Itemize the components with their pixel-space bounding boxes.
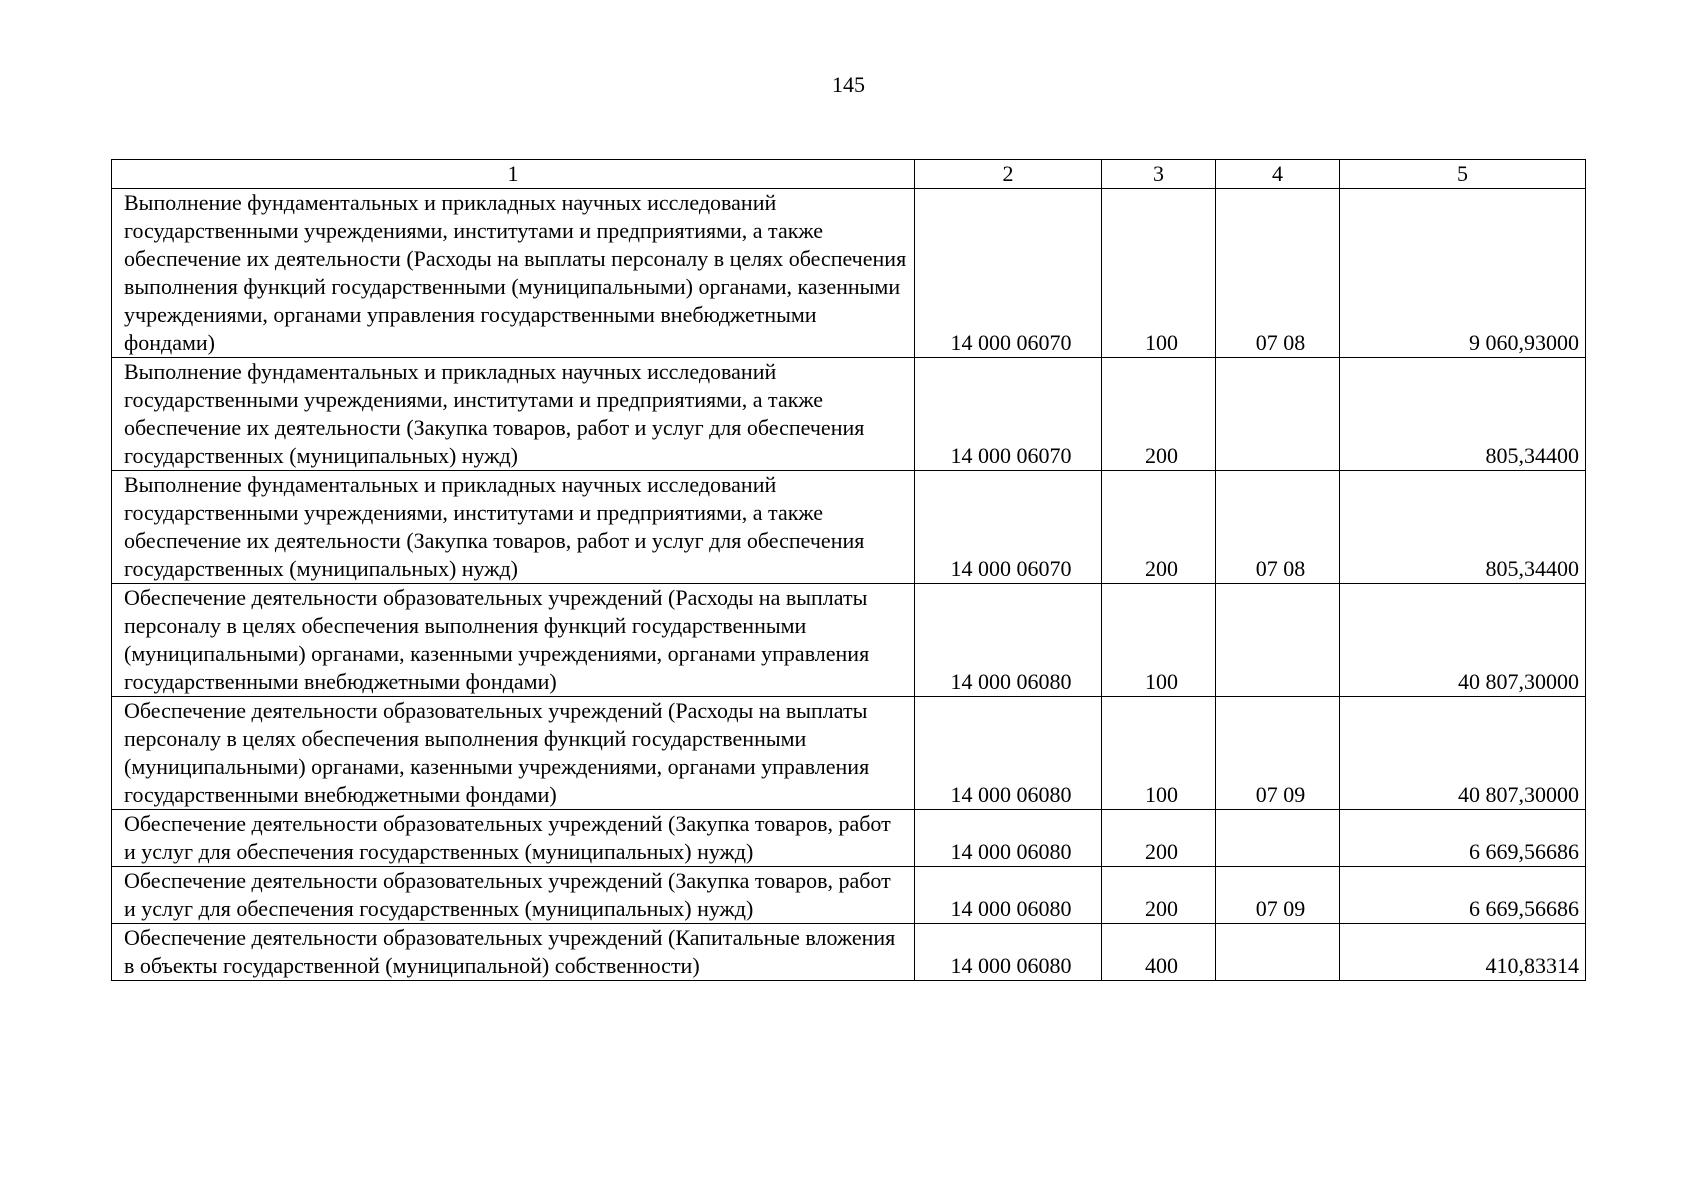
row-section: 07 08 bbox=[1216, 471, 1340, 584]
row-description: Обеспечение деятельности образовательных учреждений (Капитальные вложения в объекты государственной (муниципальной) собственности) bbox=[112, 924, 915, 981]
table-row bbox=[112, 924, 1586, 981]
row-amount: 9 060,93000 bbox=[1340, 189, 1586, 358]
row-target-code: 14 000 06080 bbox=[915, 697, 1102, 810]
row-amount: 6 669,56686 bbox=[1340, 810, 1586, 867]
row-expense-type: 200 bbox=[1102, 471, 1216, 584]
row-description: Обеспечение деятельности образовательных учреждений (Расходы на выплаты персоналу в целях обеспечения выполнения функций государственными (муниципальными) органами, казенными учреждениями, органами управления государственными внебюджетными фондами) bbox=[112, 584, 915, 697]
row-description: Обеспечение деятельности образовательных учреждений (Закупка товаров, работ и услуг для обеспечения государственных (муниципальных) нужд) bbox=[112, 867, 915, 924]
row-description: Обеспечение деятельности образовательных учреждений (Расходы на выплаты персоналу в целях обеспечения выполнения функций государственными (муниципальными) органами, казенными учреждениями, органами управления государственными внебюджетными фондами) bbox=[112, 697, 915, 810]
table-header bbox=[112, 160, 1586, 189]
budget-table bbox=[111, 159, 1586, 981]
row-expense-type: 400 bbox=[1102, 924, 1216, 981]
row-expense-type: 100 bbox=[1102, 189, 1216, 358]
row-section: 07 09 bbox=[1216, 697, 1340, 810]
table-row bbox=[112, 471, 1586, 584]
row-amount: 6 669,56686 bbox=[1340, 867, 1586, 924]
header-col-4: 4 bbox=[1216, 160, 1340, 189]
table-row bbox=[112, 189, 1586, 358]
table-row bbox=[112, 584, 1586, 697]
row-target-code: 14 000 06080 bbox=[915, 584, 1102, 697]
row-target-code: 14 000 06070 bbox=[915, 471, 1102, 584]
row-amount: 40 807,30000 bbox=[1340, 697, 1586, 810]
table-row bbox=[112, 867, 1586, 924]
row-expense-type: 100 bbox=[1102, 697, 1216, 810]
row-section bbox=[1216, 924, 1340, 981]
row-target-code: 14 000 06080 bbox=[915, 924, 1102, 981]
row-expense-type: 200 bbox=[1102, 867, 1216, 924]
row-expense-type: 100 bbox=[1102, 584, 1216, 697]
table-row bbox=[112, 697, 1586, 810]
row-section bbox=[1216, 810, 1340, 867]
row-section: 07 09 bbox=[1216, 867, 1340, 924]
header-row bbox=[112, 160, 1586, 189]
row-amount: 40 807,30000 bbox=[1340, 584, 1586, 697]
table-row bbox=[112, 810, 1586, 867]
row-section: 07 08 bbox=[1216, 189, 1340, 358]
row-target-code: 14 000 06080 bbox=[915, 867, 1102, 924]
row-description: Выполнение фундаментальных и прикладных научных исследований государственными учреждениями, институтами и предприятиями, а также обеспечение их деятельности (Расходы на выплаты персоналу в целях обеспечения выполнения функций государственными (муниципальными) органами, казенными учреждениями, органами управления государственными внебюджетными фондами) bbox=[112, 189, 915, 358]
row-section bbox=[1216, 584, 1340, 697]
row-section bbox=[1216, 358, 1340, 471]
row-amount: 410,83314 bbox=[1340, 924, 1586, 981]
row-expense-type: 200 bbox=[1102, 810, 1216, 867]
table-body bbox=[112, 189, 1586, 981]
row-amount: 805,34400 bbox=[1340, 358, 1586, 471]
row-target-code: 14 000 06080 bbox=[915, 810, 1102, 867]
row-expense-type: 200 bbox=[1102, 358, 1216, 471]
row-description: Обеспечение деятельности образовательных учреждений (Закупка товаров, работ и услуг для обеспечения государственных (муниципальных) нужд) bbox=[112, 810, 915, 867]
header-col-5: 5 bbox=[1340, 160, 1586, 189]
row-target-code: 14 000 06070 bbox=[915, 189, 1102, 358]
row-target-code: 14 000 06070 bbox=[915, 358, 1102, 471]
table-row bbox=[112, 358, 1586, 471]
header-col-3: 3 bbox=[1102, 160, 1216, 189]
page-number: 145 bbox=[832, 72, 865, 97]
header-col-1: 1 bbox=[112, 160, 915, 189]
row-amount: 805,34400 bbox=[1340, 471, 1586, 584]
header-col-2: 2 bbox=[915, 160, 1102, 189]
row-description: Выполнение фундаментальных и прикладных научных исследований государственными учреждениями, институтами и предприятиями, а также обеспечение их деятельности (Закупка товаров, работ и услуг для обеспечения государственных (муниципальных) нужд) bbox=[112, 471, 915, 584]
row-description: Выполнение фундаментальных и прикладных научных исследований государственными учреждениями, институтами и предприятиями, а также обеспечение их деятельности (Закупка товаров, работ и услуг для обеспечения государственных (муниципальных) нужд) bbox=[112, 358, 915, 471]
